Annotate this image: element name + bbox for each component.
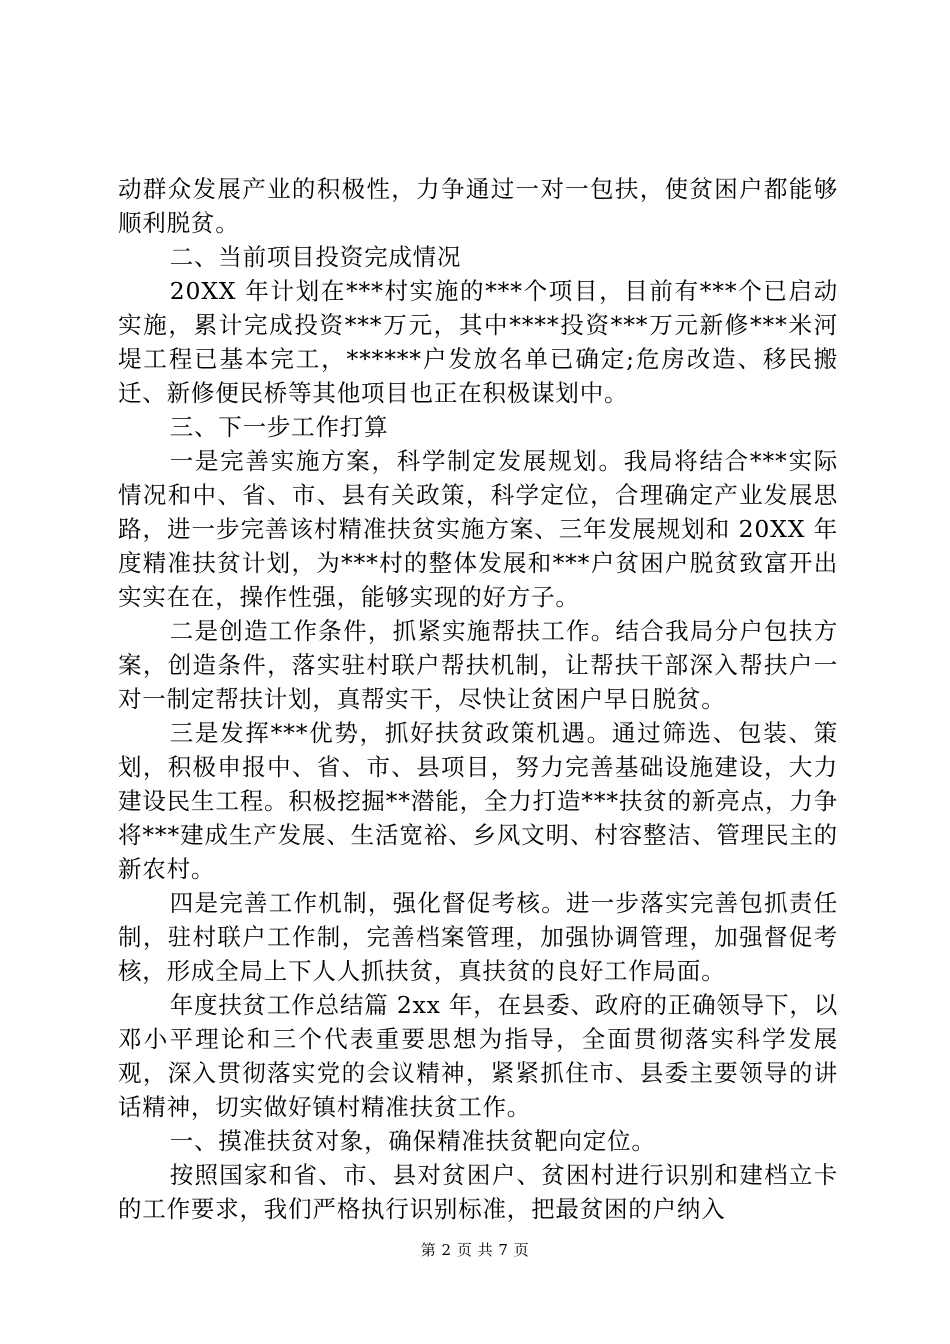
paragraph-1: 动群众发展产业的积极性，力争通过一对一包扶，使贫困户都能够顺利脱贫。 — [118, 175, 838, 237]
paragraph-investment: 20XX 年计划在***村实施的***个项目，目前有***个已启动实施，累计完成投资***万元，其中****投资***万元新修***米河堤工程已基本完工，******户发放名单已确定;危房改造、移民搬迁、新修便民桥等其他项目也正在积极谋划中。 — [118, 277, 838, 407]
document-body — [118, 172, 838, 1226]
paragraph-plan-four: 四是完善工作机制，强化督促考核。进一步落实完善包抓责任制，驻村联户工作制，完善档案管理，加强协调管理，加强督促考核，形成全局上下人人抓扶贫，真扶贫的良好工作局面。 — [118, 889, 838, 985]
paragraph-plan-two: 二是创造工作条件，抓紧实施帮扶工作。结合我局分户包扶方案，创造条件，落实驻村联户帮扶机制，让帮扶干部深入帮扶户一对一制定帮扶计划，真帮实干，尽快让贫困户早日脱贫。 — [118, 617, 838, 713]
paragraph-annual-summary: 年度扶贫工作总结篇 2xx 年，在县委、政府的正确领导下，以邓小平理论和三个代表重要思想为指导，全面贯彻落实科学发展观，深入贯彻落实党的会议精神，紧紧抓住市、县委主要领导的讲话精神，切实做好镇村精准扶贫工作。 — [118, 991, 838, 1121]
paragraph-identification: 按照国家和省、市、县对贫困户、贫困村进行识别和建档立卡的工作要求，我们严格执行识别标准，把最贫困的户纳入 — [118, 1161, 838, 1223]
section-heading-investment: 二、当前项目投资完成情况 — [169, 243, 462, 271]
paragraph-plan-one: 一是完善实施方案，科学制定发展规划。我局将结合***实际情况和中、省、市、县有关政策，科学定位，合理确定产业发展思路，进一步完善该村精准扶贫实施方案、三年发展规划和 20XX 年度精准扶贫计划，为***村的整体发展和***户贫困户脱贫致富开出实实在在，操作性强，能够实现的好方子。 — [118, 447, 838, 611]
paragraph-plan-three: 三是发挥***优势，抓好扶贫政策机遇。通过筛选、包装、策划，积极申报中、省、市、县项目，努力完善基础设施建设，大力建设民生工程。积极挖掘**潜能，全力打造***扶贫的新亮点，力争将***建成生产发展、生活宽裕、乡风文明、村容整洁、管理民主的新农村。 — [118, 719, 838, 883]
section-heading-next-steps: 三、下一步工作打算 — [169, 413, 389, 441]
page-number-footer: 第 2 页 共 7 页 — [420, 1241, 530, 1259]
section-heading-targeting: 一、摸准扶贫对象，确保精准扶贫靶向定位。 — [169, 1127, 656, 1155]
